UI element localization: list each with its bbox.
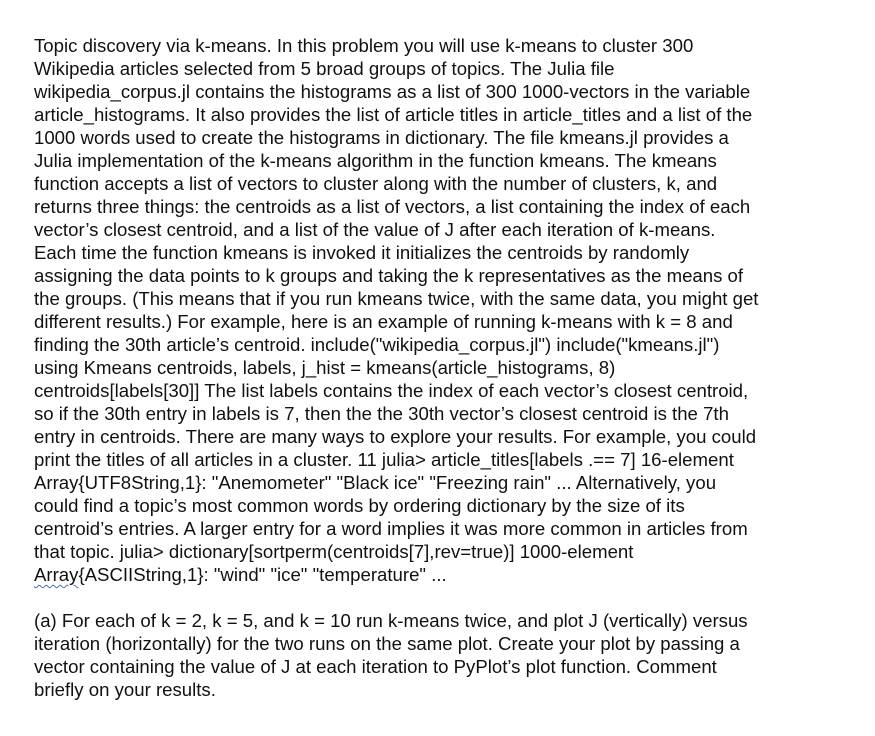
question-a-paragraph <box>34 609 834 701</box>
text-line: different results.) For example, here is an example of running k-means with k = 8 and <box>34 311 733 332</box>
text-line: vector’s closest centroid, and a list of the value of J after each iteration of k-means. <box>34 219 716 240</box>
text-line: wikipedia_corpus.jl contains the histograms as a list of 300 1000-vectors in the variable <box>34 81 751 102</box>
text-line-rest: {ASCIIString,1}: "wind" "ice" "temperature" ... <box>78 564 447 585</box>
text-line: briefly on your results. <box>34 679 216 700</box>
text-line: could find a topic’s most common words by ordering dictionary by the size of its <box>34 495 685 516</box>
text-line: Array{UTF8String,1}: "Anemometer" "Black ice" "Freezing rain" ... Alternatively, you <box>34 472 717 493</box>
text-line: centroids[labels[30]] The list labels contains the index of each vector’s closest centroid, <box>34 380 749 401</box>
text-line: function accepts a list of vectors to cluster along with the number of clusters, k, and <box>34 173 718 194</box>
text-line: 1000 words used to create the histograms in dictionary. The file kmeans.jl provides a <box>34 127 729 148</box>
text-line: Julia implementation of the k-means algorithm in the function kmeans. The kmeans <box>34 150 717 171</box>
text-line: that topic. julia> dictionary[sortperm(centroids[7],rev=true)] 1000-element <box>34 541 634 562</box>
text-line: vector containing the value of J at each iteration to PyPlot’s plot function. Comment <box>34 656 717 677</box>
text-line: Topic discovery via k-means. In this problem you will use k-means to cluster 300 <box>34 35 694 56</box>
text-line: finding the 30th article’s centroid. include("wikipedia_corpus.jl") include("kmeans.jl") <box>34 334 720 355</box>
text-line: using Kmeans centroids, labels, j_hist = kmeans(article_histograms, 8) <box>34 357 616 378</box>
text-line: print the titles of all articles in a cluster. 11 julia> article_titles[labels .== 7] 16-element <box>34 449 734 470</box>
problem-paragraph <box>34 34 834 586</box>
text-line: (a) For each of k = 2, k = 5, and k = 10 run k-means twice, and plot J (vertically) versus <box>34 610 748 631</box>
text-line: assigning the data points to k groups and taking the k representatives as the means of <box>34 265 744 286</box>
spellcheck-underlined-word: Array <box>34 564 79 585</box>
text-line: so if the 30th entry in labels is 7, then the the 30th vector’s closest centroid is the 7th <box>34 403 729 424</box>
text-line: returns three things: the centroids as a list of vectors, a list containing the index of each <box>34 196 751 217</box>
text-line <box>34 563 834 586</box>
text-line: the groups. (This means that if you run kmeans twice, with the same data, you might get <box>34 288 759 309</box>
paragraph-spacer <box>34 586 834 609</box>
text-line: entry in centroids. There are many ways to explore your results. For example, you could <box>34 426 757 447</box>
text-line: centroid’s entries. A larger entry for a word implies it was more common in articles from <box>34 518 748 539</box>
text-line: iteration (horizontally) for the two runs on the same plot. Create your plot by passing a <box>34 633 740 654</box>
document-body <box>34 34 834 701</box>
text-line: Each time the function kmeans is invoked it initializes the centroids by randomly <box>34 242 690 263</box>
text-line: Wikipedia articles selected from 5 broad groups of topics. The Julia file <box>34 58 615 79</box>
text-line: article_histograms. It also provides the list of article titles in article_titles and a list of the <box>34 104 753 125</box>
